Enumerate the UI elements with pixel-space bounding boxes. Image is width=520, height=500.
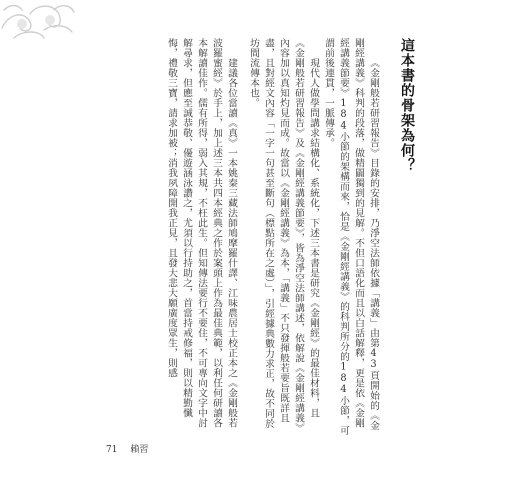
paragraph-1: 《金剛般若研習報告》目錄的安排，乃淨空法師依據「講義」由第43頁開始的《金剛經講義》科判的段落，做精闢獨到的見解。不但口語化而且以白話解釋，更是依《金剛經講義節要》184小節的架構而來，恰是《金剛經講義》的科判所分的184小節，可謂前後連貫，一脈傳承。	[323, 38, 379, 436]
section-heading: 這本書的骨架為何？	[399, 38, 415, 173]
paragraph-2: 現代人做學問講求結構化、系統化，下述三本書是研究《金剛經》的最佳材料，且《金剛般若研習報告》及《金剛經講義節要》，皆為淨空法師講述，依解說《金剛經講義》內容加以真知灼見而成。故當以《金剛經講義》為本，「講義」不只發揮般若要旨既詳且盡，且對經文內容「一字一句甚至斷句（標點所在之處）」，引經據典數力求正，故不同於坊間流傳本也。	[248, 38, 319, 434]
page-footer	[106, 442, 158, 455]
footer-label: 賴習	[130, 445, 149, 455]
paragraph-3: 建議各位當讀《真》一本姚秦三藏法師鳩摩羅什譯、江味農居士校正本之《金剛般若波羅蜜經》於手上，加上述三本共四本經典之作於案頭上作為最佳典範，以利任何研讀各本解讀佳作。儒有所得，弱入其規，不枉此生。但知傳法要行不要住，不可專向文字中討解尋求，但應至誠恭敬、優遊涵泳讚之，尤須以行持助之，首當持戒修福，則以精勤懺悔，禮敬三寶，請求加被；消我夙障開我正見，且發大悲大願廣度眾生，則感	[166, 38, 237, 428]
cloud-ornament	[0, 0, 78, 46]
page-number: 71	[106, 445, 118, 455]
vertical-text-block	[157, 38, 414, 436]
